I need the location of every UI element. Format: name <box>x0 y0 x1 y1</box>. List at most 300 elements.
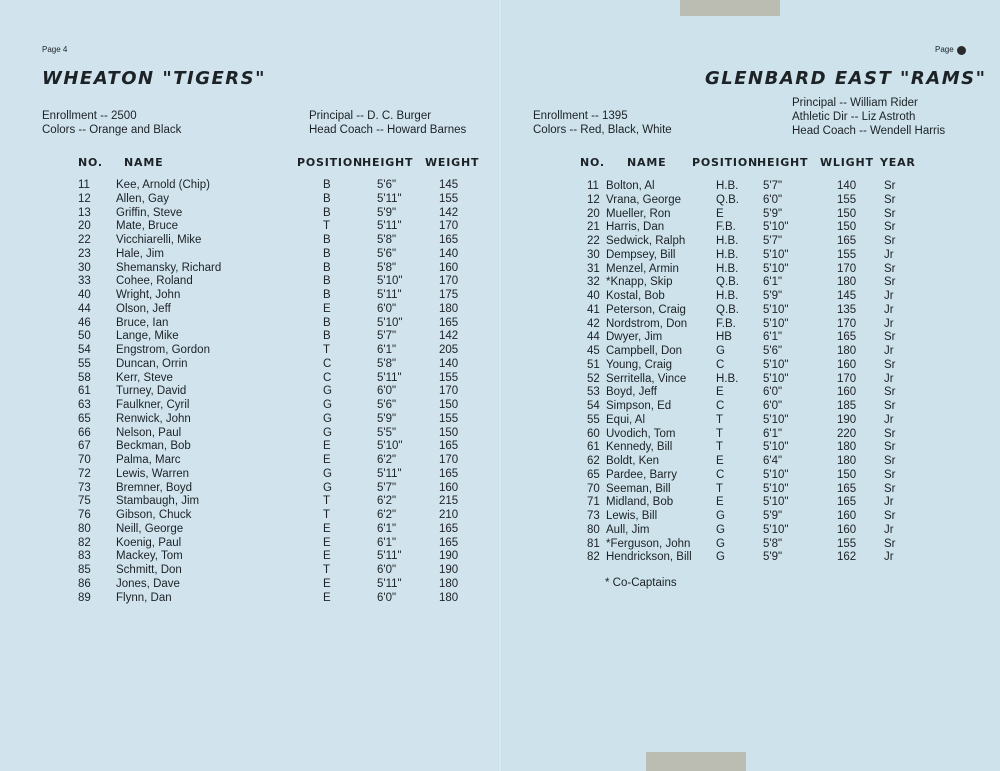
player-height: 6'0" <box>763 386 783 399</box>
player-name: Sedwick, Ralph <box>606 235 686 247</box>
player-name: Koenig, Paul <box>116 536 182 549</box>
player-number: 70 <box>587 482 600 495</box>
player-name: Renwick, John <box>116 412 191 425</box>
player-height: 5'11" <box>377 289 402 301</box>
player-year: Sr <box>884 400 896 412</box>
player-weight: 160 <box>837 510 857 522</box>
player-name: Harris, Dan <box>606 221 665 234</box>
player-name: Bolton, Al <box>606 180 655 192</box>
player-position: B <box>323 234 331 246</box>
player-name: Hale, Jim <box>116 247 164 260</box>
player-position: E <box>716 496 724 509</box>
table-row <box>0 578 500 592</box>
player-height: 5'8" <box>763 537 783 550</box>
player-weight: 150 <box>439 426 459 439</box>
player-height: 6'0" <box>377 564 397 576</box>
table-row <box>500 400 1000 414</box>
player-number: 72 <box>78 467 91 480</box>
player-year: Sr <box>884 386 896 399</box>
player-position: E <box>323 522 331 535</box>
table-row <box>500 221 1000 235</box>
player-height: 6'0" <box>377 302 397 315</box>
player-weight: 150 <box>837 468 857 481</box>
player-height: 5'10" <box>377 440 403 453</box>
player-height: 5'8" <box>377 261 397 274</box>
player-number: 45 <box>587 345 600 357</box>
table-row <box>0 234 500 248</box>
player-weight: 145 <box>439 179 459 191</box>
player-weight: 155 <box>439 371 459 384</box>
player-weight: 155 <box>837 248 857 261</box>
player-name: Mueller, Ron <box>606 207 671 220</box>
player-weight: 165 <box>837 235 857 247</box>
player-weight: 170 <box>439 220 459 233</box>
player-position: F.B. <box>716 317 736 330</box>
tape-strip <box>680 0 780 16</box>
player-year: Sr <box>884 207 896 220</box>
player-number: 61 <box>587 441 600 454</box>
col-no-header: NO. <box>580 156 605 169</box>
player-weight: 210 <box>439 509 459 521</box>
player-height: 5'6" <box>377 399 397 411</box>
col-position-header: POSITION <box>297 156 363 169</box>
player-weight: 165 <box>837 331 857 344</box>
player-height: 5'11" <box>377 467 402 480</box>
table-row <box>0 440 500 454</box>
head-coach: Head Coach -- Howard Barnes <box>309 123 467 136</box>
footnote: * Co-Captains <box>605 577 677 589</box>
table-row <box>0 248 500 262</box>
table-row <box>500 538 1000 552</box>
player-number: 65 <box>78 412 91 425</box>
player-name: Boyd, Jeff <box>606 386 657 399</box>
player-number: 12 <box>587 193 600 206</box>
player-number: 32 <box>587 276 600 289</box>
table-row <box>500 331 1000 345</box>
enrollment: Enrollment -- 2500 <box>42 110 137 122</box>
player-position: E <box>323 440 331 453</box>
col-name-header: NAME <box>627 156 667 169</box>
player-height: 5'10" <box>763 468 789 481</box>
player-weight: 160 <box>837 358 857 371</box>
table-row <box>500 208 1000 222</box>
player-height: 5'10" <box>763 262 789 275</box>
player-height: 6'4" <box>763 455 783 467</box>
player-number: 80 <box>78 522 91 535</box>
player-number: 65 <box>587 468 600 481</box>
player-height: 5'7" <box>377 481 397 494</box>
player-number: 85 <box>78 564 91 576</box>
player-year: Sr <box>884 455 896 467</box>
table-row <box>0 564 500 578</box>
player-position: B <box>323 289 331 301</box>
col-height-header: HEIGHT <box>362 156 414 169</box>
player-number: 13 <box>78 206 91 219</box>
table-row <box>500 290 1000 304</box>
player-number: 61 <box>78 385 91 398</box>
player-weight: 180 <box>439 302 459 315</box>
table-row <box>0 482 500 496</box>
player-position: H.B. <box>716 372 739 385</box>
player-number: 58 <box>78 371 91 384</box>
player-number: 75 <box>78 495 91 508</box>
player-position: H.B. <box>716 180 739 192</box>
player-weight: 135 <box>837 303 857 316</box>
player-weight: 140 <box>439 247 459 260</box>
player-name: Stambaugh, Jim <box>116 495 200 508</box>
player-height: 5'9" <box>763 290 783 302</box>
player-year: Jr <box>884 290 894 302</box>
player-weight: 142 <box>439 206 459 219</box>
table-row <box>0 372 500 386</box>
player-name: Bruce, Ian <box>116 316 169 329</box>
player-position: T <box>323 509 331 521</box>
player-name: Shemansky, Richard <box>116 261 222 274</box>
player-number: 40 <box>587 290 600 302</box>
player-height: 5'6" <box>377 179 397 191</box>
player-height: 5'10" <box>763 482 789 495</box>
player-weight: 145 <box>837 290 857 302</box>
player-position: C <box>716 358 725 371</box>
player-year: Jr <box>884 523 894 536</box>
player-weight: 155 <box>439 192 459 205</box>
player-position: Q.B. <box>716 193 740 206</box>
player-year: Jr <box>884 345 894 357</box>
player-height: 6'1" <box>377 344 397 356</box>
player-weight: 180 <box>439 591 459 604</box>
player-number: 40 <box>78 289 91 301</box>
player-weight: 165 <box>837 496 857 509</box>
player-height: 6'2" <box>377 509 397 521</box>
player-height: 5'10" <box>377 275 403 288</box>
player-weight: 155 <box>439 412 459 425</box>
player-height: 5'10" <box>377 316 403 329</box>
player-weight: 165 <box>439 440 459 453</box>
player-number: 50 <box>78 330 91 343</box>
table-row <box>0 207 500 221</box>
player-height: 6'1" <box>763 331 783 344</box>
table-row <box>500 194 1000 208</box>
player-height: 5'10" <box>763 523 789 536</box>
player-weight: 180 <box>439 577 459 590</box>
player-year: Sr <box>884 358 896 371</box>
player-year: Jr <box>884 413 894 426</box>
player-height: 6'0" <box>377 591 397 604</box>
player-position: F.B. <box>716 221 736 234</box>
player-position: G <box>323 481 332 494</box>
player-height: 5'11" <box>377 577 402 590</box>
player-weight: 162 <box>837 551 857 564</box>
table-row <box>0 537 500 551</box>
player-weight: 170 <box>837 317 857 330</box>
table-row <box>500 496 1000 510</box>
player-weight: 205 <box>439 344 459 356</box>
player-name: Flynn, Dan <box>116 591 172 604</box>
player-name: Beckman, Bob <box>116 440 191 453</box>
player-number: 21 <box>587 221 600 234</box>
player-weight: 175 <box>439 289 459 301</box>
player-height: 5'7" <box>763 235 783 247</box>
player-weight: 165 <box>439 316 459 329</box>
player-height: 5'11" <box>377 220 402 233</box>
player-name: Olson, Jeff <box>116 302 171 315</box>
player-year: Jr <box>884 248 894 261</box>
player-weight: 160 <box>837 523 857 536</box>
player-number: 44 <box>78 302 91 315</box>
player-weight: 165 <box>439 536 459 549</box>
player-number: 12 <box>78 192 91 205</box>
player-number: 33 <box>78 275 91 288</box>
player-name: Palma, Marc <box>116 454 181 466</box>
player-number: 73 <box>587 510 600 522</box>
player-weight: 170 <box>439 385 459 398</box>
player-name: Griffin, Steve <box>116 206 183 219</box>
player-weight: 150 <box>837 207 857 220</box>
table-row <box>0 413 500 427</box>
table-row <box>500 263 1000 277</box>
table-row <box>500 469 1000 483</box>
player-number: 30 <box>78 261 91 274</box>
player-name: Kerr, Steve <box>116 371 173 384</box>
player-weight: 160 <box>439 481 459 494</box>
player-position: H.B. <box>716 290 739 302</box>
table-row <box>500 345 1000 359</box>
player-name: Turney, David <box>116 385 187 398</box>
player-position: C <box>323 357 332 370</box>
player-weight: 140 <box>439 357 459 370</box>
player-weight: 170 <box>837 262 857 275</box>
player-position: E <box>323 591 331 604</box>
player-year: Sr <box>884 468 896 481</box>
player-year: Sr <box>884 262 896 275</box>
head-coach: Head Coach -- Wendell Harris <box>792 125 946 137</box>
player-position: E <box>323 302 331 315</box>
col-year-header: YEAR <box>880 156 916 169</box>
player-weight: 180 <box>837 441 857 454</box>
player-name: Serritella, Vince <box>606 372 687 385</box>
player-name: Lewis, Warren <box>116 467 190 480</box>
player-name: Nordstrom, Don <box>606 317 688 330</box>
player-year: Sr <box>884 193 896 206</box>
player-name: Cohee, Roland <box>116 275 193 288</box>
player-height: 5'10" <box>763 358 789 371</box>
player-number: 55 <box>587 413 600 426</box>
player-position: E <box>716 386 724 399</box>
tape-strip <box>646 752 746 771</box>
player-height: 5'10" <box>763 413 789 426</box>
table-row <box>0 509 500 523</box>
player-position: B <box>323 206 331 219</box>
player-position: HB <box>716 331 732 344</box>
player-year: Sr <box>884 331 896 344</box>
player-weight: 190 <box>837 413 857 426</box>
player-name: Menzel, Armin <box>606 262 679 275</box>
player-name: Duncan, Orrin <box>116 357 188 370</box>
player-weight: 170 <box>439 454 459 466</box>
principal: Principal -- William Rider <box>792 97 918 109</box>
table-row <box>0 330 500 344</box>
player-height: 5'9" <box>377 206 397 219</box>
player-weight: 165 <box>439 467 459 480</box>
player-name: Peterson, Craig <box>606 303 686 316</box>
table-row <box>0 275 500 289</box>
player-number: 63 <box>78 399 91 411</box>
player-height: 6'1" <box>763 427 783 440</box>
page-fold <box>498 0 502 771</box>
table-row <box>500 428 1000 442</box>
table-row <box>0 550 500 564</box>
player-position: T <box>716 441 724 454</box>
player-name: Pardee, Barry <box>606 468 677 481</box>
player-position: E <box>323 550 331 563</box>
player-height: 5'11" <box>377 550 402 563</box>
player-number: 20 <box>587 207 600 220</box>
player-name: Jones, Dave <box>116 577 180 590</box>
table-row <box>500 304 1000 318</box>
player-name: Dempsey, Bill <box>606 248 676 261</box>
player-number: 54 <box>78 344 91 356</box>
player-year: Sr <box>884 510 896 522</box>
col-position-header: POSITION <box>692 156 758 169</box>
punch-hole-mark <box>957 46 966 55</box>
player-weight: 165 <box>439 522 459 535</box>
player-height: 5'8" <box>377 357 397 370</box>
table-row <box>500 386 1000 400</box>
player-height: 6'0" <box>763 400 783 412</box>
player-weight: 150 <box>439 399 459 411</box>
player-name: Lange, Mike <box>116 330 179 343</box>
table-row <box>500 455 1000 469</box>
player-position: T <box>323 220 331 233</box>
table-row <box>500 318 1000 332</box>
player-number: 22 <box>78 234 91 246</box>
player-name: Boldt, Ken <box>606 455 660 467</box>
player-position: G <box>323 385 332 398</box>
table-row <box>0 385 500 399</box>
player-position: B <box>323 330 331 343</box>
player-height: 5'10" <box>763 372 789 385</box>
player-name: Mate, Bruce <box>116 220 178 233</box>
player-position: G <box>716 510 725 522</box>
player-number: 71 <box>587 496 600 509</box>
player-position: Q.B. <box>716 303 740 316</box>
player-weight: 180 <box>837 345 857 357</box>
player-name: Nelson, Paul <box>116 426 182 439</box>
player-number: 54 <box>587 400 600 412</box>
player-position: E <box>716 455 724 467</box>
player-position: T <box>323 564 331 576</box>
player-height: 5'6" <box>377 247 397 260</box>
player-number: 80 <box>587 523 600 536</box>
player-number: 22 <box>587 235 600 247</box>
player-year: Jr <box>884 551 894 564</box>
player-weight: 215 <box>439 495 459 508</box>
player-height: 5'11" <box>377 371 402 384</box>
player-height: 5'10" <box>763 248 789 261</box>
player-number: 41 <box>587 303 600 316</box>
player-year: Jr <box>884 303 894 316</box>
player-number: 23 <box>78 247 91 260</box>
player-name: Wright, John <box>116 289 181 301</box>
athletic-director: Athletic Dir -- Liz Astroth <box>792 111 916 123</box>
player-number: 51 <box>587 358 600 371</box>
player-height: 5'5" <box>377 426 397 439</box>
player-name: Schmitt, Don <box>116 564 182 576</box>
player-name: Campbell, Don <box>606 345 683 357</box>
player-name: *Knapp, Skip <box>606 276 673 289</box>
player-number: 82 <box>587 551 600 564</box>
table-row <box>500 249 1000 263</box>
player-position: T <box>323 495 331 508</box>
player-height: 5'11" <box>377 192 402 205</box>
table-row <box>500 359 1000 373</box>
table-row <box>500 524 1000 538</box>
table-row <box>0 344 500 358</box>
player-height: 5'10" <box>763 496 789 509</box>
player-weight: 180 <box>837 276 857 289</box>
table-row <box>0 495 500 509</box>
table-row <box>500 441 1000 455</box>
col-weight-header: WEIGHT <box>425 156 480 169</box>
player-position: B <box>323 179 331 191</box>
player-position: T <box>716 413 724 426</box>
player-number: 86 <box>78 577 91 590</box>
player-name: Gibson, Chuck <box>116 509 192 521</box>
table-row <box>500 235 1000 249</box>
player-height: 6'0" <box>763 193 783 206</box>
player-number: 73 <box>78 481 91 494</box>
player-height: 5'10" <box>763 317 789 330</box>
player-position: B <box>323 192 331 205</box>
player-weight: 142 <box>439 330 459 343</box>
col-weight-header: WLIGHT <box>820 156 874 169</box>
player-year: Sr <box>884 427 896 440</box>
player-height: 6'1" <box>763 276 783 289</box>
player-number: 31 <box>587 262 600 275</box>
player-year: Sr <box>884 221 896 234</box>
player-name: Neill, George <box>116 522 184 535</box>
player-name: Engstrom, Gordon <box>116 344 210 356</box>
player-weight: 160 <box>439 261 459 274</box>
player-height: 5'7" <box>377 330 397 343</box>
table-row <box>0 358 500 372</box>
player-number: 66 <box>78 426 91 439</box>
table-row <box>500 276 1000 290</box>
player-number: 52 <box>587 372 600 385</box>
player-number: 82 <box>78 536 91 549</box>
player-weight: 155 <box>837 537 857 550</box>
player-height: 6'1" <box>377 536 397 549</box>
player-number: 67 <box>78 440 91 453</box>
player-height: 5'7" <box>763 180 783 192</box>
player-number: 30 <box>587 248 600 261</box>
table-row <box>500 373 1000 387</box>
player-position: B <box>323 261 331 274</box>
player-weight: 185 <box>837 400 857 412</box>
table-row <box>0 179 500 193</box>
player-year: Sr <box>884 441 896 454</box>
player-position: H.B. <box>716 248 739 261</box>
table-row <box>500 414 1000 428</box>
player-number: 60 <box>587 427 600 440</box>
player-name: Lewis, Bill <box>606 510 658 522</box>
player-name: Simpson, Ed <box>606 400 672 412</box>
table-row <box>0 220 500 234</box>
table-row <box>0 289 500 303</box>
table-row <box>0 454 500 468</box>
player-name: Vrana, George <box>606 193 682 206</box>
page-number: Page <box>935 45 954 54</box>
